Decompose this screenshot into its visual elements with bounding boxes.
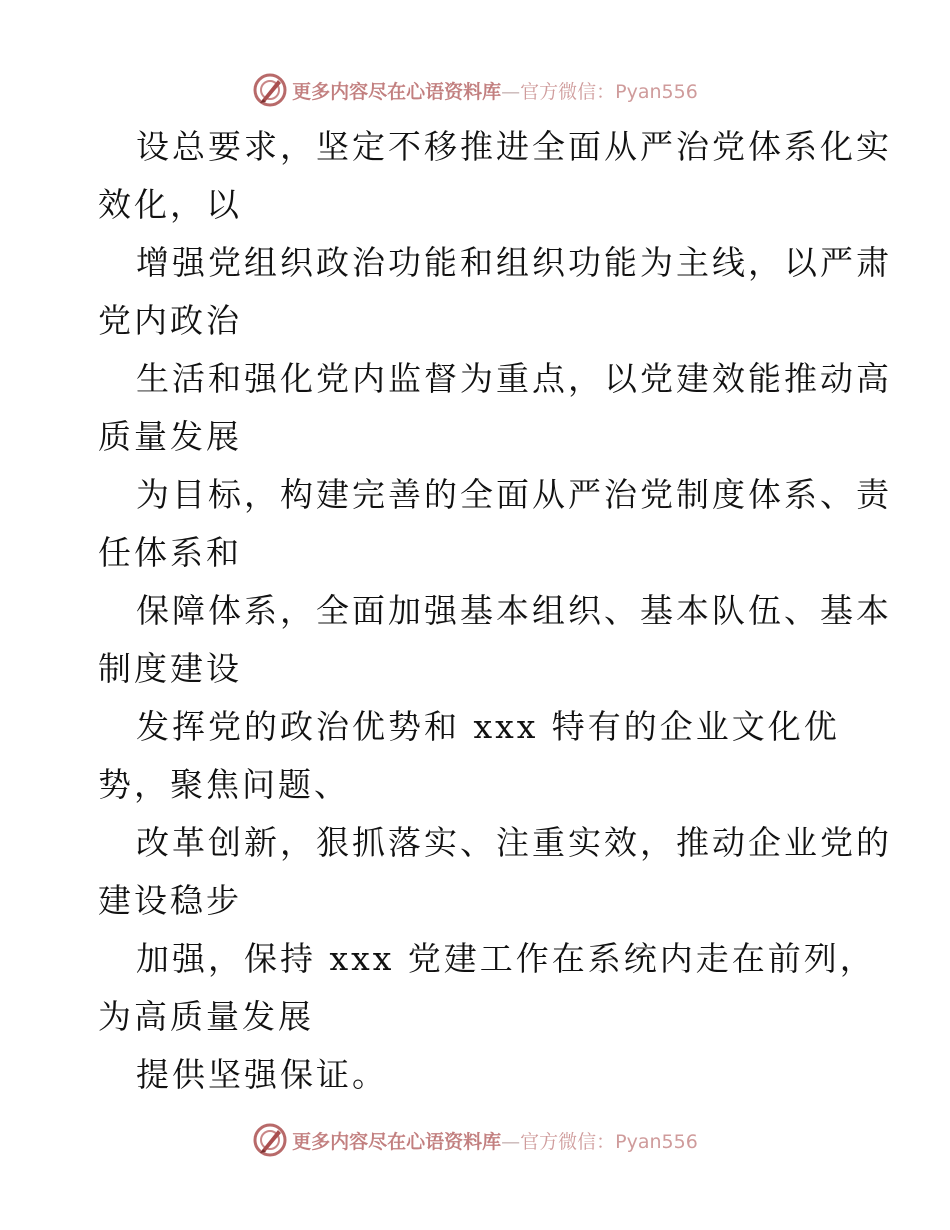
header-watermark [0,70,950,110]
watermark-main: 更多内容尽在心语资料库 [292,80,502,103]
paragraph [98,234,892,350]
paragraph-line: 改革创新，狠抓落实、注重实效，推动企业党的 [136,823,892,862]
paragraph-line: 为目标，构建完善的全面从严治党制度体系、责 [136,475,892,514]
paragraph-line: 效化，以 [98,185,242,224]
paragraph-line: 制度建设 [98,649,242,688]
paragraph-line: 加强，保持 xxx 党建工作在系统内走在前列， [136,939,876,978]
watermark-separator: — [501,1130,521,1153]
paragraph [98,582,892,698]
paragraph-line: 为高质量发展 [98,997,314,1036]
watermark-wechat: 官方微信：Pyan556 [520,80,698,103]
document-body [98,118,892,1104]
watermark-main: 更多内容尽在心语资料库 [292,1130,502,1153]
paragraph-line: 保障体系，全面加强基本组织、基本队伍、基本 [136,591,892,630]
watermark-wechat: 官方微信：Pyan556 [520,1130,698,1153]
quill-logo-icon [252,1122,288,1158]
paragraph-line: 任体系和 [98,533,242,572]
footer-watermark [0,1120,950,1160]
paragraph [98,466,892,582]
watermark-text [292,77,698,104]
paragraph-line: 提供坚强保证。 [136,1055,388,1094]
paragraph [98,814,892,930]
paragraph [98,930,876,1046]
paragraph-line: 建设稳步 [98,881,242,920]
quill-logo-icon [252,72,288,108]
paragraph-line: 质量发展 [98,417,242,456]
paragraph [98,1046,858,1104]
paragraph-line: 发挥党的政治优势和 xxx 特有的企业文化优 [136,707,840,746]
paragraph-line: 生活和强化党内监督为重点，以党建效能推动高 [136,359,892,398]
paragraph-line: 党内政治 [98,301,242,340]
watermark-separator: — [501,80,521,103]
paragraph [98,350,892,466]
watermark-text [292,1127,698,1154]
paragraph-line: 设总要求，坚定不移推进全面从严治党体系化实 [136,127,892,166]
paragraph [98,698,858,814]
paragraph [98,118,892,234]
paragraph-line: 增强党组织政治功能和组织功能为主线，以严肃 [136,243,892,282]
paragraph-line: 势，聚焦问题、 [98,765,350,804]
